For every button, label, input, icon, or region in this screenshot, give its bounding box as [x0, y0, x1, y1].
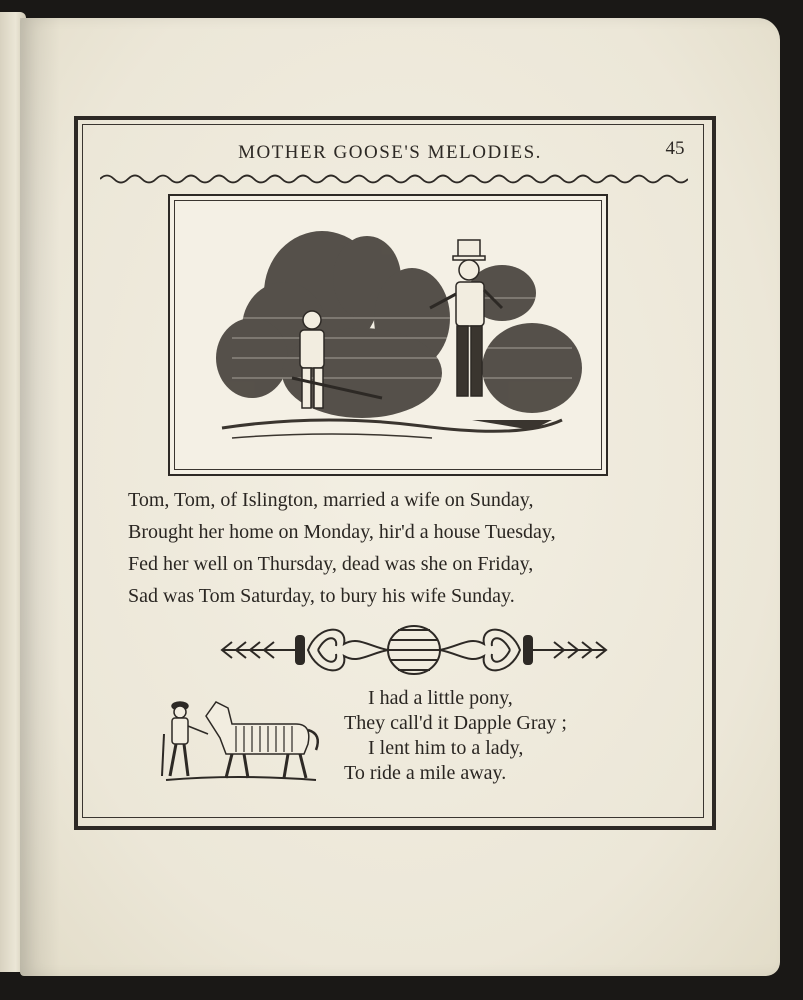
- verse-little-pony: [336, 686, 656, 786]
- verse-line: Brought her home on Monday, hir'd a house Tuesday,: [128, 521, 556, 543]
- verse-line: Sad was Tom Saturday, to bury his wife Sunday.: [128, 585, 515, 607]
- printers-ornament: [218, 618, 610, 682]
- verse-line: Fed her well on Thursday, dead was she on Friday,: [128, 553, 534, 575]
- running-head: MOTHER GOOSE'S MELODIES.: [238, 142, 542, 163]
- woodcut-scene-image: [172, 198, 604, 472]
- wavy-rule-divider: [100, 172, 688, 186]
- verse-line: I lent him to a lady,: [368, 737, 524, 759]
- verse-line: Tom, Tom, of Islington, married a wife on Sunday,: [128, 489, 534, 511]
- pony-woodcut-image: [156, 694, 326, 786]
- woodcut-illustration: [168, 194, 608, 476]
- verse-tom-of-islington: [128, 484, 708, 612]
- verse-line: To ride a mile away.: [344, 762, 507, 784]
- page-number: 45: [665, 138, 685, 159]
- verse-line: They call'd it Dapple Gray ;: [344, 712, 567, 734]
- verse-line: I had a little pony,: [368, 687, 513, 709]
